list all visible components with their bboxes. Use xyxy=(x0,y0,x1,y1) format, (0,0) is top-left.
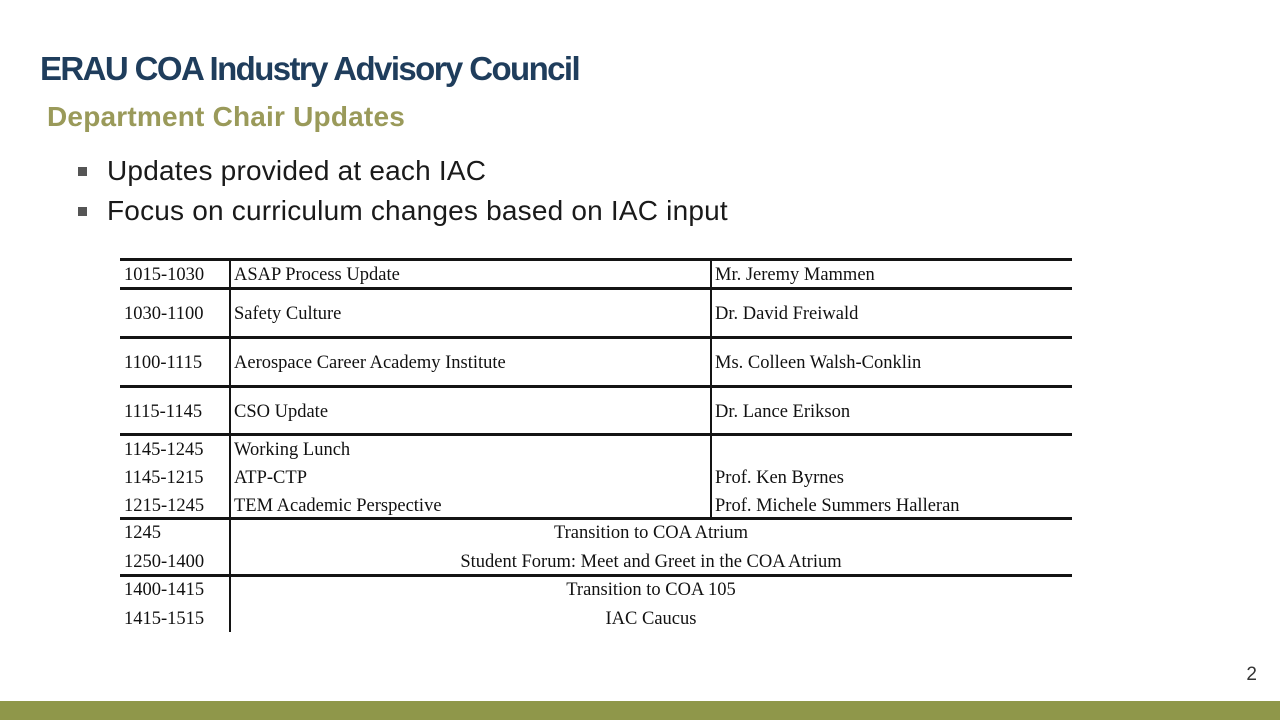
time-cell: 1100-1115 xyxy=(124,353,203,373)
page-number: 2 xyxy=(1246,664,1257,685)
table-rule xyxy=(120,385,1072,388)
time-cell: 1145-1215 xyxy=(124,468,204,488)
session-cell: Safety Culture xyxy=(234,304,342,324)
table-rule xyxy=(120,336,1072,339)
session-cell: TEM Academic Perspective xyxy=(234,496,442,516)
table-column-rule xyxy=(710,258,712,518)
time-cell: 1400-1415 xyxy=(124,580,205,600)
time-cell: 1245 xyxy=(124,523,161,543)
time-cell: 1215-1245 xyxy=(124,496,205,516)
session-cell: Student Forum: Meet and Greet in the COA Atrium xyxy=(460,552,842,572)
presenter-cell: Prof. Ken Byrnes xyxy=(715,468,844,488)
time-cell: 1115-1145 xyxy=(124,402,203,422)
presenter-cell: Dr. David Freiwald xyxy=(715,304,859,324)
presenter-cell: Ms. Colleen Walsh-Conklin xyxy=(715,353,922,373)
session-cell: CSO Update xyxy=(234,402,329,422)
square-bullet-icon xyxy=(78,207,87,216)
session-cell: Transition to COA Atrium xyxy=(553,523,749,543)
square-bullet-icon xyxy=(78,167,87,176)
time-cell: 1030-1100 xyxy=(124,304,204,324)
session-cell: Working Lunch xyxy=(234,440,351,460)
slide-title: ERAU COA Industry Advisory Council xyxy=(40,50,580,87)
session-cell: IAC Caucus xyxy=(605,609,697,629)
slide-subtitle: Department Chair Updates xyxy=(47,101,405,132)
session-cell: ATP-CTP xyxy=(234,468,307,488)
presenter-cell: Dr. Lance Erikson xyxy=(715,402,851,422)
table-rule xyxy=(120,433,1072,436)
bullet-text: Updates provided at each IAC xyxy=(107,155,487,186)
session-cell: Transition to COA 105 xyxy=(566,580,736,600)
bullet-item xyxy=(78,191,728,231)
time-cell: 1250-1400 xyxy=(124,552,205,572)
session-cell: ASAP Process Update xyxy=(234,265,400,285)
table-column-rule xyxy=(229,258,231,632)
bullet-list xyxy=(78,151,728,231)
schedule-table-image xyxy=(120,258,1072,632)
bullet-item xyxy=(78,151,728,191)
table-rule xyxy=(120,574,1072,577)
table-rule xyxy=(120,287,1072,290)
presenter-cell: Prof. Michele Summers Halleran xyxy=(715,496,960,516)
bullet-text: Focus on curriculum changes based on IAC input xyxy=(107,195,728,226)
time-cell: 1415-1515 xyxy=(124,609,205,629)
time-cell: 1015-1030 xyxy=(124,265,205,285)
table-rule xyxy=(120,517,1072,520)
table-rule xyxy=(120,258,1072,261)
presenter-cell: Mr. Jeremy Mammen xyxy=(715,265,875,285)
session-cell: Aerospace Career Academy Institute xyxy=(234,353,506,373)
footer-bar xyxy=(0,701,1280,720)
time-cell: 1145-1245 xyxy=(124,440,204,460)
